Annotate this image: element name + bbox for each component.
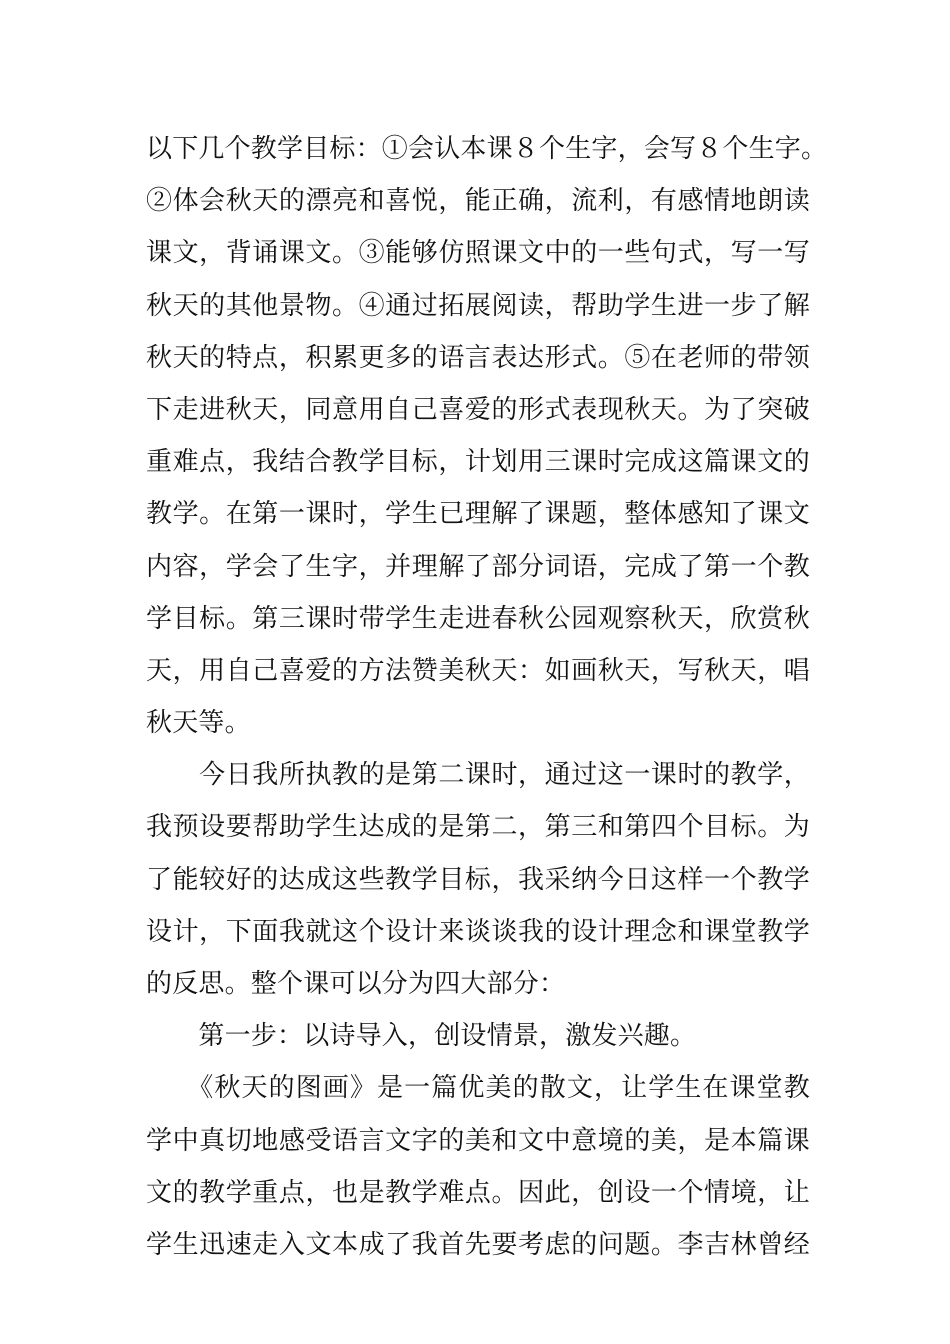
text-line: 内容，学会了生字，并理解了部分词语，完成了第一个教 — [146, 551, 810, 582]
text-line: 下走进秋天，同意用自己喜爱的形式表现秋天。为了突破 — [146, 394, 810, 425]
text-line: 以下几个教学目标：①会认本课８个生字，会写８个生字。 — [146, 134, 828, 164]
text-line: 我预设要帮助学生达成的是第二，第三和第四个目标。为 — [146, 812, 810, 843]
text-line: 文的教学重点，也是教学难点。因此，创设一个情境，让 — [146, 1177, 810, 1208]
text-line: 秋天等。 — [146, 708, 251, 739]
text-line: 秋天的其他景物。④通过拓展阅读，帮助学生进一步了解 — [146, 290, 810, 321]
text-line: ②体会秋天的漂亮和喜悦，能正确，流利，有感情地朗读 — [146, 186, 810, 217]
text-line: 学目标。第三课时带学生走进春秋公园观察秋天，欣赏秋 — [146, 603, 810, 634]
text-line: 重难点，我结合教学目标，计划用三课时完成这篇课文的 — [146, 447, 810, 478]
text-line: 教学。在第一课时，学生已理解了课题，整体感知了课文 — [146, 499, 810, 530]
text-line: 设计，下面我就这个设计来谈谈我的设计理念和课堂教学 — [146, 916, 810, 947]
text-line: 秋天的特点，积累更多的语言表达形式。⑤在老师的带领 — [146, 342, 810, 373]
text-line: 课文，背诵课文。③能够仿照课文中的一些句式，写一写 — [146, 238, 810, 269]
text-line: 《秋天的图画》是一篇优美的散文，让学生在课堂教 — [146, 1073, 810, 1104]
text-line: 学生迅速走入文本成了我首先要考虑的问题。李吉林曾经 — [146, 1229, 810, 1260]
body-text — [146, 123, 828, 1271]
text-line: 天，用自己喜爱的方法赞美秋天：如画秋天，写秋天，唱 — [146, 655, 810, 686]
text-line: 的反思。整个课可以分为四大部分： — [146, 969, 566, 999]
text-line: 学中真切地感受语言文字的美和文中意境的美，是本篇课 — [146, 1125, 810, 1156]
text-line: 了能较好的达成这些教学目标，我采纳今日这样一个教学 — [146, 864, 810, 895]
section-heading: 第一步：以诗导入，创设情景，激发兴趣。 — [146, 1021, 697, 1052]
text-line: 今日我所执教的是第二课时，通过这一课时的教学， — [146, 760, 810, 791]
